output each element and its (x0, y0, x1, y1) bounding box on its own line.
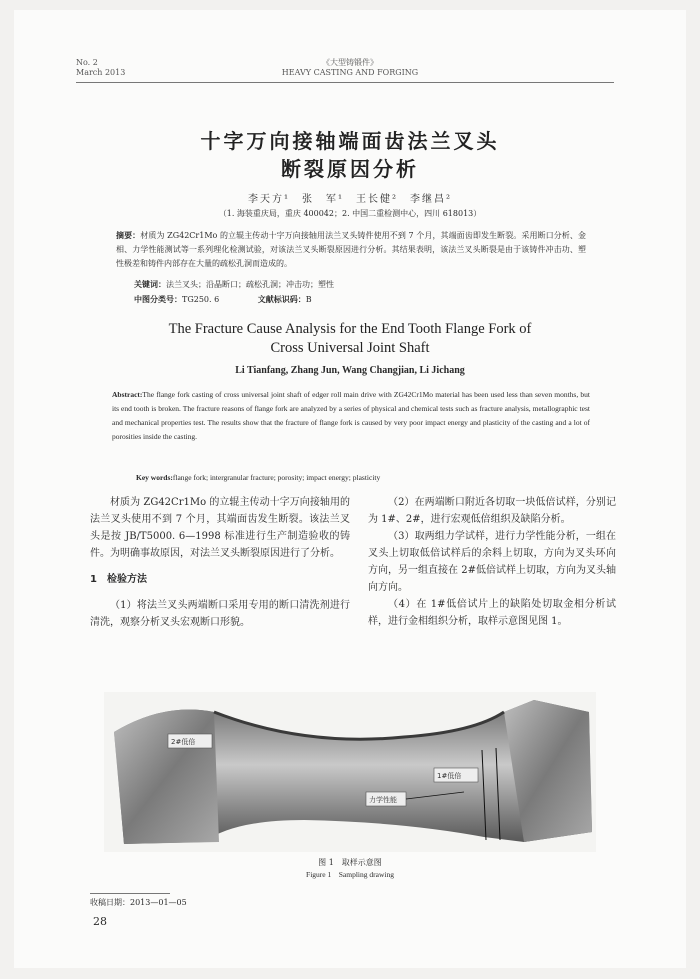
figure-caption-en: Figure 1 Sampling drawing (306, 870, 394, 879)
abstract-zh (116, 228, 586, 271)
abstract-en-text: The flange fork casting of cross universal joint shaft of edger roll main drive with ZG42Cr1Mo material has been used less than seven months, but its end tooth is broken. The fracture reasons of flange fork are analyzed by a series of physical and chemical tests such as fracture analysis, metallographic test and mechanical properties test. The results show that the fracture of flange fork is caused by very poor impact energy and plasticity of the casting and a lot of porosities inside the casting. (112, 390, 590, 441)
title-zh-line-1: 十字万向接轴端面齿法兰叉头 (200, 129, 500, 153)
method-step-1: （1）将法兰叉头两端断口采用专用的断口清洗剂进行清洗，观察分析叉头宏观断口形貌。 (90, 600, 350, 628)
abstract-en (112, 388, 590, 444)
abstract-zh-text: 材质为 ZG42Cr1Mo 的立辊主传动十字万向接轴用法兰叉头铸件使用不到 7 个月，其端面齿即发生断裂。采用断口分析、金相、力学性能测试等一系列理化检测试验，对该法兰叉头断裂原因进行分析。其结果表明，该法兰叉头断裂是由于该铸件冲击功、塑性极差和铸件内部存在大量的疏松孔洞而造成的。 (116, 231, 586, 268)
journal-header (0, 58, 700, 78)
abstract-en-label: Abstract: (112, 390, 143, 399)
journal-name-zh: 《大型铸锻件》 (322, 58, 378, 67)
method-step-4: （4）在 1#低倍试片上的缺陷处切取金相分析试样，进行金相组织分析，取样示意图见图 1。 (368, 599, 616, 627)
intro-paragraph: 材质为 ZG42Cr1Mo 的立辊主传动十字万向接轴用的法兰叉头使用不到 7 个月，其端面齿发生断裂。该法兰叉头是按 JB/T5000. 6—1998 标准进行生产制造验收的铸件。为明确事故原因，对法兰叉头断裂原因进行了分析。 (90, 497, 350, 559)
fracture-surface-left (114, 710, 219, 845)
footnote-rule (90, 893, 170, 894)
keywords-en-label: Key words: (136, 473, 173, 482)
paper-title-zh (0, 127, 700, 183)
title-en-line-2: Cross Universal Joint Shaft (270, 340, 430, 356)
keywords-zh (134, 279, 334, 290)
affiliation-zh: （1. 海装重庆局，重庆 400042；2. 中国二重检测中心，四川 618013） (218, 209, 482, 218)
figure-caption-zh: 图 1 取样示意图 (318, 858, 382, 867)
label-mechanical: 力学性能 (369, 796, 397, 804)
page-number: 28 (93, 915, 107, 928)
authors-en: Li Tianfang, Zhang Jun, Wang Changjian, Li Jichang (235, 365, 465, 376)
paper-title-en (0, 320, 700, 358)
keywords-en-text: flange fork; intergranular fracture; porosity; impact energy; plasticity (172, 473, 381, 482)
doc-code-label: 文献标识码： (257, 294, 306, 304)
sampling-figure (104, 692, 596, 852)
label-1-low-mag: 1#低倍 (437, 772, 462, 780)
method-step-2: （2）在两端断口附近各切取一块低倍试样，分别记为 1#、2#，进行宏观低倍组织及缺陷分析。 (368, 497, 616, 525)
keywords-zh-text: 法兰叉头；沿晶断口；疏松孔洞；冲击功；塑性 (166, 280, 334, 289)
clc-value: TG250. 6 (182, 295, 220, 304)
abstract-zh-label: 摘要： (116, 230, 141, 240)
journal-name-en: HEAVY CASTING AND FORGING (281, 68, 419, 77)
body-column-right (368, 494, 616, 630)
issue-date: March 2013 (76, 68, 126, 77)
received-date: 收稿日期：2013—01—05 (90, 898, 187, 907)
header-rule (76, 82, 614, 83)
issue-number: No. 2 (76, 58, 98, 67)
section-heading: 1 检验方法 (90, 574, 147, 585)
method-step-3: （3）取两组力学试样，进行力学性能分析，一组在叉头上切取低倍试样后的余料上切取，方向为叉头环向方向，另一组直接在 2#低倍试样上切取，方向为叉头轴向方向。 (368, 531, 616, 593)
title-en-line-1: The Fracture Cause Analysis for the End Tooth Flange Fork of (168, 321, 532, 337)
body-column-left (90, 494, 350, 631)
keywords-en (136, 473, 380, 482)
title-zh-line-2: 断裂原因分析 (281, 157, 419, 181)
keywords-zh-label: 关键词： (134, 279, 166, 289)
label-2-low-mag: 2#低倍 (171, 738, 196, 746)
clc-label: 中图分类号： (134, 294, 182, 304)
authors-zh: 李天方¹ 张 军¹ 王长健² 李继昌² (247, 194, 453, 205)
classification (134, 294, 348, 305)
doc-code-value: B (305, 295, 312, 304)
